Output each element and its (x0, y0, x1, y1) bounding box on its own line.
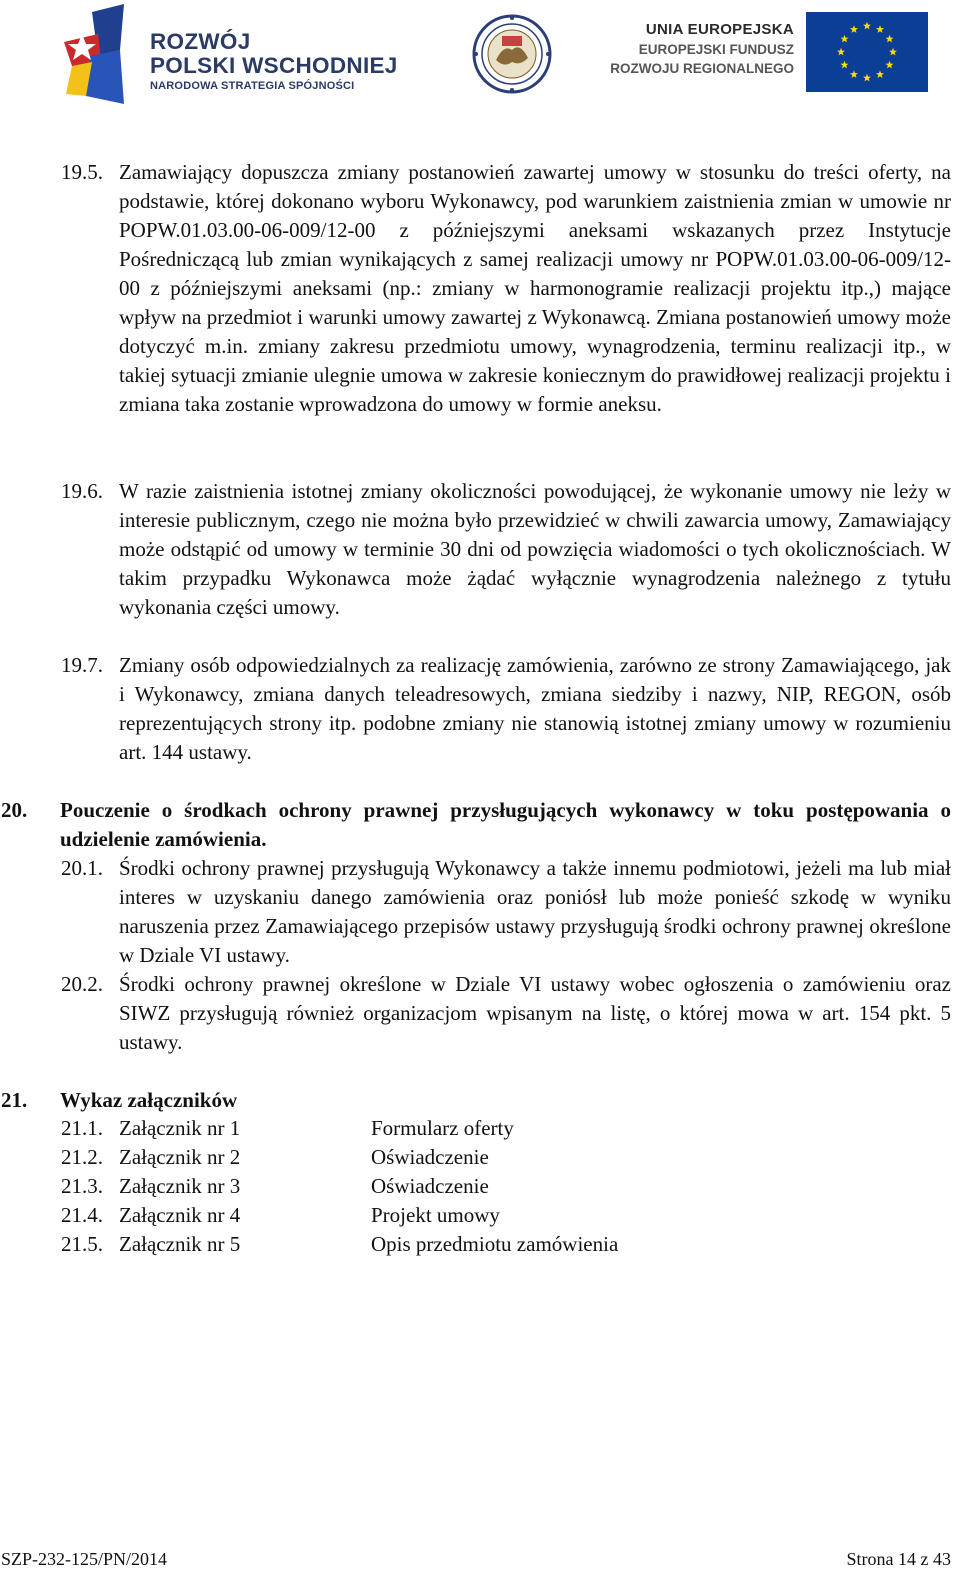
page-number: Strona 14 z 43 (846, 1549, 951, 1569)
paragraph-number: 19.7. (61, 653, 103, 677)
attachment-name: Załącznik nr 2 (119, 1145, 241, 1169)
paragraph-number: 19.5. (61, 160, 103, 184)
attachment-row (61, 1230, 960, 1259)
paragraph-text: Zmiany osób odpowiedzialnych za realizację zamówienia, zarówno ze strony Zamawiającego, jak i Wykonawcy, zmiana danych teleadresowych, zmiana siedziby i nazwy, NIP, REGON, osób reprezentujących strony itp. podobne zmiany nie stanowią istotnej zmiany umowy w rozumieniu art. 144 ustawy. (119, 653, 951, 764)
rpw-logo-line3: NARODOWA STRATEGIA SPÓJNOŚCI (150, 80, 355, 92)
paragraph-text: Zamawiający dopuszcza zmiany postanowień zawartej umowy w stosunku do treści oferty, na podstawie, której dokonano wyboru Wykonawcy, pod warunkiem zaistnienia zmian w umowie nr POPW.01.03.00-06-009/12-00 z późniejszymi aneksami wskazanych przez Instytucje Pośredniczącą lub zmian wynikających z samej realizacji umowy nr POPW.01.03.00-06-009/12-00 z późniejszymi aneksami (np.: zmiany w harmonogramie realizacji projektu itp.,) mające wpływ na przedmiot i warunki umowy zawartej z Wykonawcą. Zmiana postanowień umowy może dotyczyć m.in. zmiany zakresu przedmiotu umowy, wynagrodzenia, terminu realizacji itp., w takiej sytuacji zmianie ulegnie umowa w zakresie koniecznym do prawidłowej realizacji projektu i zmiana taka zostanie wprowadzona do umowy w formie aneksu. (119, 160, 951, 416)
attachment-row (61, 1172, 960, 1201)
attachment-number: 21.2. (61, 1145, 103, 1169)
attachment-name: Załącznik nr 3 (119, 1174, 241, 1198)
attachment-description: Formularz oferty (371, 1116, 514, 1140)
attachment-row (61, 1201, 960, 1230)
eu-logo-text (582, 20, 794, 78)
page-footer (0, 1546, 960, 1576)
institution-seal-icon (472, 14, 552, 94)
attachment-description: Opis przedmiotu zamówienia (371, 1232, 619, 1256)
section-title: Wykaz załączników (60, 1088, 238, 1112)
page-header (0, 0, 960, 112)
attachment-name: Załącznik nr 4 (119, 1203, 241, 1227)
rozwoj-polski-wschodniej-logo (62, 4, 422, 106)
rpw-logo-text (150, 30, 398, 94)
section-number: 21. (1, 1088, 28, 1112)
section-title: Pouczenie o środkach ochrony prawnej przysługujących wykonawcy w toku postępowania o udzielenie zamówienia. (60, 798, 951, 851)
paragraph-text: Środki ochrony prawnej określone w Dziale VI ustawy wobec ogłoszenia o zamówieniu oraz SIWZ przysługują również organizacjom wpisanym na listę, o której mowa w art. 154 pkt. 5 ustawy. (119, 972, 951, 1054)
attachment-number: 21.5. (61, 1232, 103, 1256)
paragraph-number: 20.2. (61, 972, 103, 996)
attachment-number: 21.1. (61, 1116, 103, 1140)
paragraph-number: 19.6. (61, 479, 103, 503)
attachment-row (61, 1143, 960, 1172)
attachment-description: Projekt umowy (371, 1203, 500, 1227)
paragraph-text: W razie zaistnienia istotnej zmiany okoliczności powodującej, że wykonanie umowy nie leży w interesie publicznym, czego nie można było przewidzieć w chwili zawarcia umowy, Zamawiający może odstąpić od umowy w terminie 30 dni od powzięcia wiadomości o tych okolicznościach. W takim przypadku Wykonawca może żądać wyłącznie wynagrodzenia należnego z tytułu wykonania części umowy. (119, 479, 951, 619)
paragraph-text: Środki ochrony prawnej przysługują Wykonawcy a także innemu podmiotowi, jeżeli ma lub miał interes w uzyskaniu danego zamówienia oraz poniósł lub może ponieść szkodę w wyniku naruszenia przez Zamawiającego przepisów ustawy przysługują środki ochrony prawnej określone w Dziale VI ustawy. (119, 856, 951, 967)
eu-logo-line3: ROZWOJU REGIONALNEGO (610, 61, 794, 76)
eu-logo-line1: UNIA EUROPEJSKA (645, 21, 794, 38)
paragraph-number: 20.1. (61, 856, 103, 880)
rpw-logo-line1: ROZWÓJ (150, 29, 251, 54)
attachment-number: 21.3. (61, 1174, 103, 1198)
attachment-number: 21.4. (61, 1203, 103, 1227)
attachment-name: Załącznik nr 1 (119, 1116, 241, 1140)
attachment-description: Oświadczenie (371, 1145, 489, 1169)
eu-logo-line2: EUROPEJSKI FUNDUSZ (638, 42, 794, 57)
attachment-row (61, 1114, 960, 1143)
eu-fund-logo (582, 12, 932, 92)
rpw-emblem-icon (62, 4, 142, 106)
attachment-name: Załącznik nr 5 (119, 1232, 241, 1256)
rpw-logo-line2: POLSKI WSCHODNIEJ (150, 53, 398, 78)
eu-flag-icon (806, 12, 928, 92)
attachment-description: Oświadczenie (371, 1174, 489, 1198)
section-number: 20. (1, 798, 28, 822)
document-reference: SZP-232-125/PN/2014 (1, 1549, 168, 1569)
